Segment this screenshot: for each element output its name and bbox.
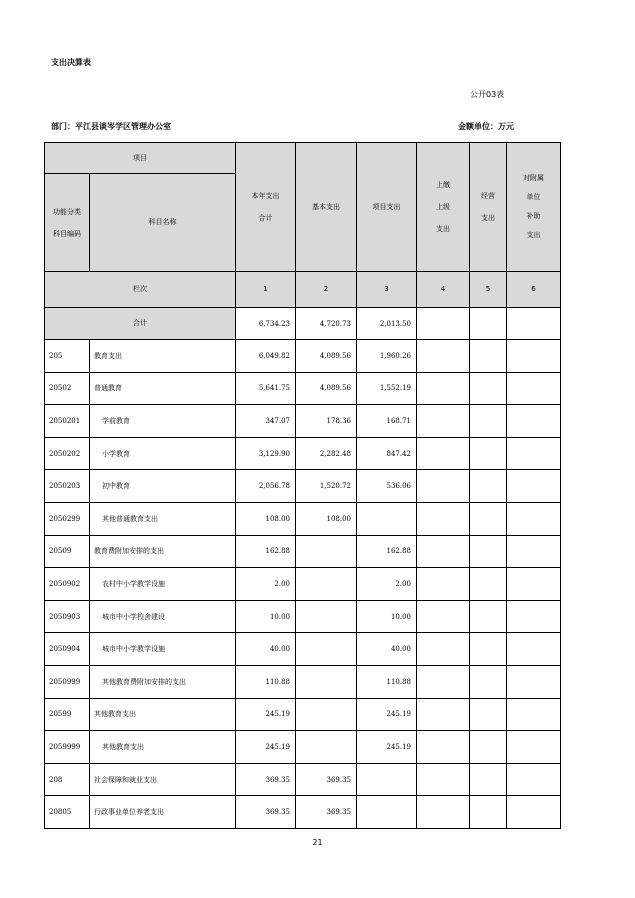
row-project: 1,552.19 xyxy=(357,372,417,405)
table-row xyxy=(45,405,561,438)
header-basic: 基本支出 xyxy=(296,143,357,272)
row-total: 2,056.78 xyxy=(236,470,296,503)
table-row xyxy=(45,535,561,568)
amount-unit-label: 金额单位：万元 xyxy=(458,122,514,131)
row-name: 城市中小学校舍建设 xyxy=(90,600,236,633)
row-total: 162.88 xyxy=(236,535,296,568)
row-remit xyxy=(417,731,470,764)
row-code: 2050903 xyxy=(45,600,90,633)
table-row xyxy=(45,698,561,731)
col-index-3: 3 xyxy=(357,272,417,308)
table-row xyxy=(45,796,561,829)
row-total: 369.35 xyxy=(236,796,296,829)
row-code: 2050902 xyxy=(45,568,90,601)
row-business xyxy=(470,405,507,438)
header-business-line1: 经营 xyxy=(481,192,495,200)
row-name: 行政事业单位养老支出 xyxy=(90,796,236,829)
row-remit xyxy=(417,535,470,568)
row-name: 初中教育 xyxy=(90,470,236,503)
row-remit xyxy=(417,470,470,503)
header-remit-line1: 上缴 xyxy=(436,181,450,189)
header-item: 项目 xyxy=(45,143,236,174)
row-subsidy xyxy=(507,470,561,503)
row-business xyxy=(470,633,507,666)
row-name: 小学教育 xyxy=(90,437,236,470)
row-project: 245.19 xyxy=(357,698,417,731)
row-project: 2.00 xyxy=(357,568,417,601)
header-remit xyxy=(417,143,470,272)
header-subject-name: 科目名称 xyxy=(90,174,236,272)
row-total: 347.07 xyxy=(236,405,296,438)
row-total: 108.00 xyxy=(236,502,296,535)
row-subsidy xyxy=(507,405,561,438)
row-name: 社会保障和就业支出 xyxy=(90,763,236,796)
table-row xyxy=(45,665,561,698)
row-subsidy xyxy=(507,372,561,405)
row-project: 110.88 xyxy=(357,665,417,698)
row-total: 110.88 xyxy=(236,665,296,698)
row-basic: 369.35 xyxy=(296,763,357,796)
header-total xyxy=(236,143,296,272)
row-name: 其他普通教育支出 xyxy=(90,502,236,535)
header-subsidy xyxy=(507,143,561,272)
row-subsidy xyxy=(507,796,561,829)
row-project xyxy=(357,763,417,796)
form-number: 公开03表 xyxy=(470,90,505,99)
row-total: 2.00 xyxy=(236,568,296,601)
row-code: 205 xyxy=(45,340,90,373)
row-code: 20599 xyxy=(45,698,90,731)
row-name: 教育费附加安排的支出 xyxy=(90,535,236,568)
col-index-6: 6 xyxy=(507,272,561,308)
row-business xyxy=(470,470,507,503)
row-code: 2050299 xyxy=(45,502,90,535)
row-basic xyxy=(296,731,357,764)
row-total: 245.19 xyxy=(236,698,296,731)
row-total: 5,641.75 xyxy=(236,372,296,405)
row-code: 2059999 xyxy=(45,731,90,764)
row-basic: 178.36 xyxy=(296,405,357,438)
row-remit xyxy=(417,763,470,796)
row-project xyxy=(357,502,417,535)
header-subsidy-line4: 支出 xyxy=(526,231,541,239)
row-business xyxy=(470,340,507,373)
header-business xyxy=(470,143,507,272)
total-row-subsidy xyxy=(507,308,561,340)
header-total-line1: 本年支出 xyxy=(251,192,280,200)
row-code: 20502 xyxy=(45,372,90,405)
header-func-code-line2: 科目编码 xyxy=(53,229,81,238)
table-row xyxy=(45,437,561,470)
row-total: 369.35 xyxy=(236,763,296,796)
row-basic: 4,089.56 xyxy=(296,372,357,405)
row-total: 10.00 xyxy=(236,600,296,633)
table-row xyxy=(45,502,561,535)
row-code: 2050203 xyxy=(45,470,90,503)
row-business xyxy=(470,600,507,633)
row-total: 6,049.82 xyxy=(236,340,296,373)
row-basic xyxy=(296,665,357,698)
row-basic xyxy=(296,698,357,731)
row-subsidy xyxy=(507,600,561,633)
row-subsidy xyxy=(507,665,561,698)
header-remit-line2: 上级 xyxy=(436,203,450,211)
row-business xyxy=(470,502,507,535)
page-number: 21 xyxy=(312,838,323,847)
department-label: 部门：平江县谈岑学区管理办公室 xyxy=(51,122,171,131)
row-project: 245.19 xyxy=(357,731,417,764)
header-func-code-line1: 功能分类 xyxy=(53,207,81,216)
row-total: 40.00 xyxy=(236,633,296,666)
total-row-total: 6,734.23 xyxy=(236,308,296,340)
row-remit xyxy=(417,698,470,731)
row-name: 其他教育费附加安排的支出 xyxy=(90,665,236,698)
row-project: 40.00 xyxy=(357,633,417,666)
row-code: 20509 xyxy=(45,535,90,568)
row-basic xyxy=(296,600,357,633)
row-basic: 108.00 xyxy=(296,502,357,535)
col-index-2: 2 xyxy=(296,272,357,308)
row-basic: 4,089.56 xyxy=(296,340,357,373)
row-project: 162.88 xyxy=(357,535,417,568)
row-business xyxy=(470,535,507,568)
row-subsidy xyxy=(507,340,561,373)
row-remit xyxy=(417,340,470,373)
row-remit xyxy=(417,633,470,666)
row-name: 普通教育 xyxy=(90,372,236,405)
row-subsidy xyxy=(507,535,561,568)
table-row xyxy=(45,600,561,633)
row-business xyxy=(470,796,507,829)
header-subsidy-line1: 对附属 xyxy=(523,174,544,182)
row-name: 其他教育支出 xyxy=(90,731,236,764)
col-index-5: 5 xyxy=(470,272,507,308)
row-subsidy xyxy=(507,502,561,535)
row-code: 2050201 xyxy=(45,405,90,438)
header-func-code xyxy=(45,174,90,272)
row-total: 3,129.90 xyxy=(236,437,296,470)
row-name: 农村中小学教学设施 xyxy=(90,568,236,601)
row-project xyxy=(357,796,417,829)
header-project: 项目支出 xyxy=(357,143,417,272)
table-row xyxy=(45,372,561,405)
total-row-business xyxy=(470,308,507,340)
row-code: 2050999 xyxy=(45,665,90,698)
table-row xyxy=(45,340,561,373)
total-row-project: 2,013.50 xyxy=(357,308,417,340)
row-basic xyxy=(296,633,357,666)
table-row xyxy=(45,470,561,503)
row-subsidy xyxy=(507,437,561,470)
row-remit xyxy=(417,437,470,470)
row-project: 1,960.26 xyxy=(357,340,417,373)
row-remit xyxy=(417,502,470,535)
row-subsidy xyxy=(507,731,561,764)
row-project: 536.06 xyxy=(357,470,417,503)
row-business xyxy=(470,568,507,601)
row-basic: 1,520.72 xyxy=(296,470,357,503)
page-title: 支出决算表 xyxy=(51,58,91,67)
header-total-line2: 合计 xyxy=(258,214,273,222)
col-index-1: 1 xyxy=(236,272,296,308)
row-project: 847.42 xyxy=(357,437,417,470)
header-remit-line3: 支出 xyxy=(436,225,450,233)
total-row-remit xyxy=(417,308,470,340)
row-basic xyxy=(296,535,357,568)
total-row-basic: 4,720.73 xyxy=(296,308,357,340)
table-row xyxy=(45,763,561,796)
row-subsidy xyxy=(507,633,561,666)
row-name: 教育支出 xyxy=(90,340,236,373)
row-project: 168.71 xyxy=(357,405,417,438)
header-subsidy-line3: 补助 xyxy=(526,212,541,220)
row-subsidy xyxy=(507,698,561,731)
row-business xyxy=(470,665,507,698)
row-name: 其他教育支出 xyxy=(90,698,236,731)
table-row xyxy=(45,731,561,764)
row-name: 城市中小学教学设施 xyxy=(90,633,236,666)
table-row xyxy=(45,568,561,601)
table-row xyxy=(45,633,561,666)
row-business xyxy=(470,437,507,470)
row-remit xyxy=(417,405,470,438)
row-basic xyxy=(296,568,357,601)
row-total: 245.19 xyxy=(236,731,296,764)
row-business xyxy=(470,372,507,405)
row-name: 学前教育 xyxy=(90,405,236,438)
table-body xyxy=(45,340,561,829)
row-business xyxy=(470,698,507,731)
expenditure-table xyxy=(44,142,561,829)
row-code: 208 xyxy=(45,763,90,796)
header-subsidy-line2: 单位 xyxy=(526,193,541,201)
header-business-line2: 支出 xyxy=(481,214,495,222)
row-business xyxy=(470,731,507,764)
row-subsidy xyxy=(507,763,561,796)
row-remit xyxy=(417,796,470,829)
row-code: 2050904 xyxy=(45,633,90,666)
row-subsidy xyxy=(507,568,561,601)
row-remit xyxy=(417,665,470,698)
col-index-4: 4 xyxy=(417,272,470,308)
col-index-label: 栏次 xyxy=(45,272,236,308)
row-basic: 2,282.48 xyxy=(296,437,357,470)
row-remit xyxy=(417,372,470,405)
row-code: 20805 xyxy=(45,796,90,829)
row-code: 2050202 xyxy=(45,437,90,470)
row-remit xyxy=(417,568,470,601)
row-remit xyxy=(417,600,470,633)
total-row-label: 合计 xyxy=(45,308,236,340)
row-basic: 369.35 xyxy=(296,796,357,829)
row-business xyxy=(470,763,507,796)
row-project: 10.00 xyxy=(357,600,417,633)
